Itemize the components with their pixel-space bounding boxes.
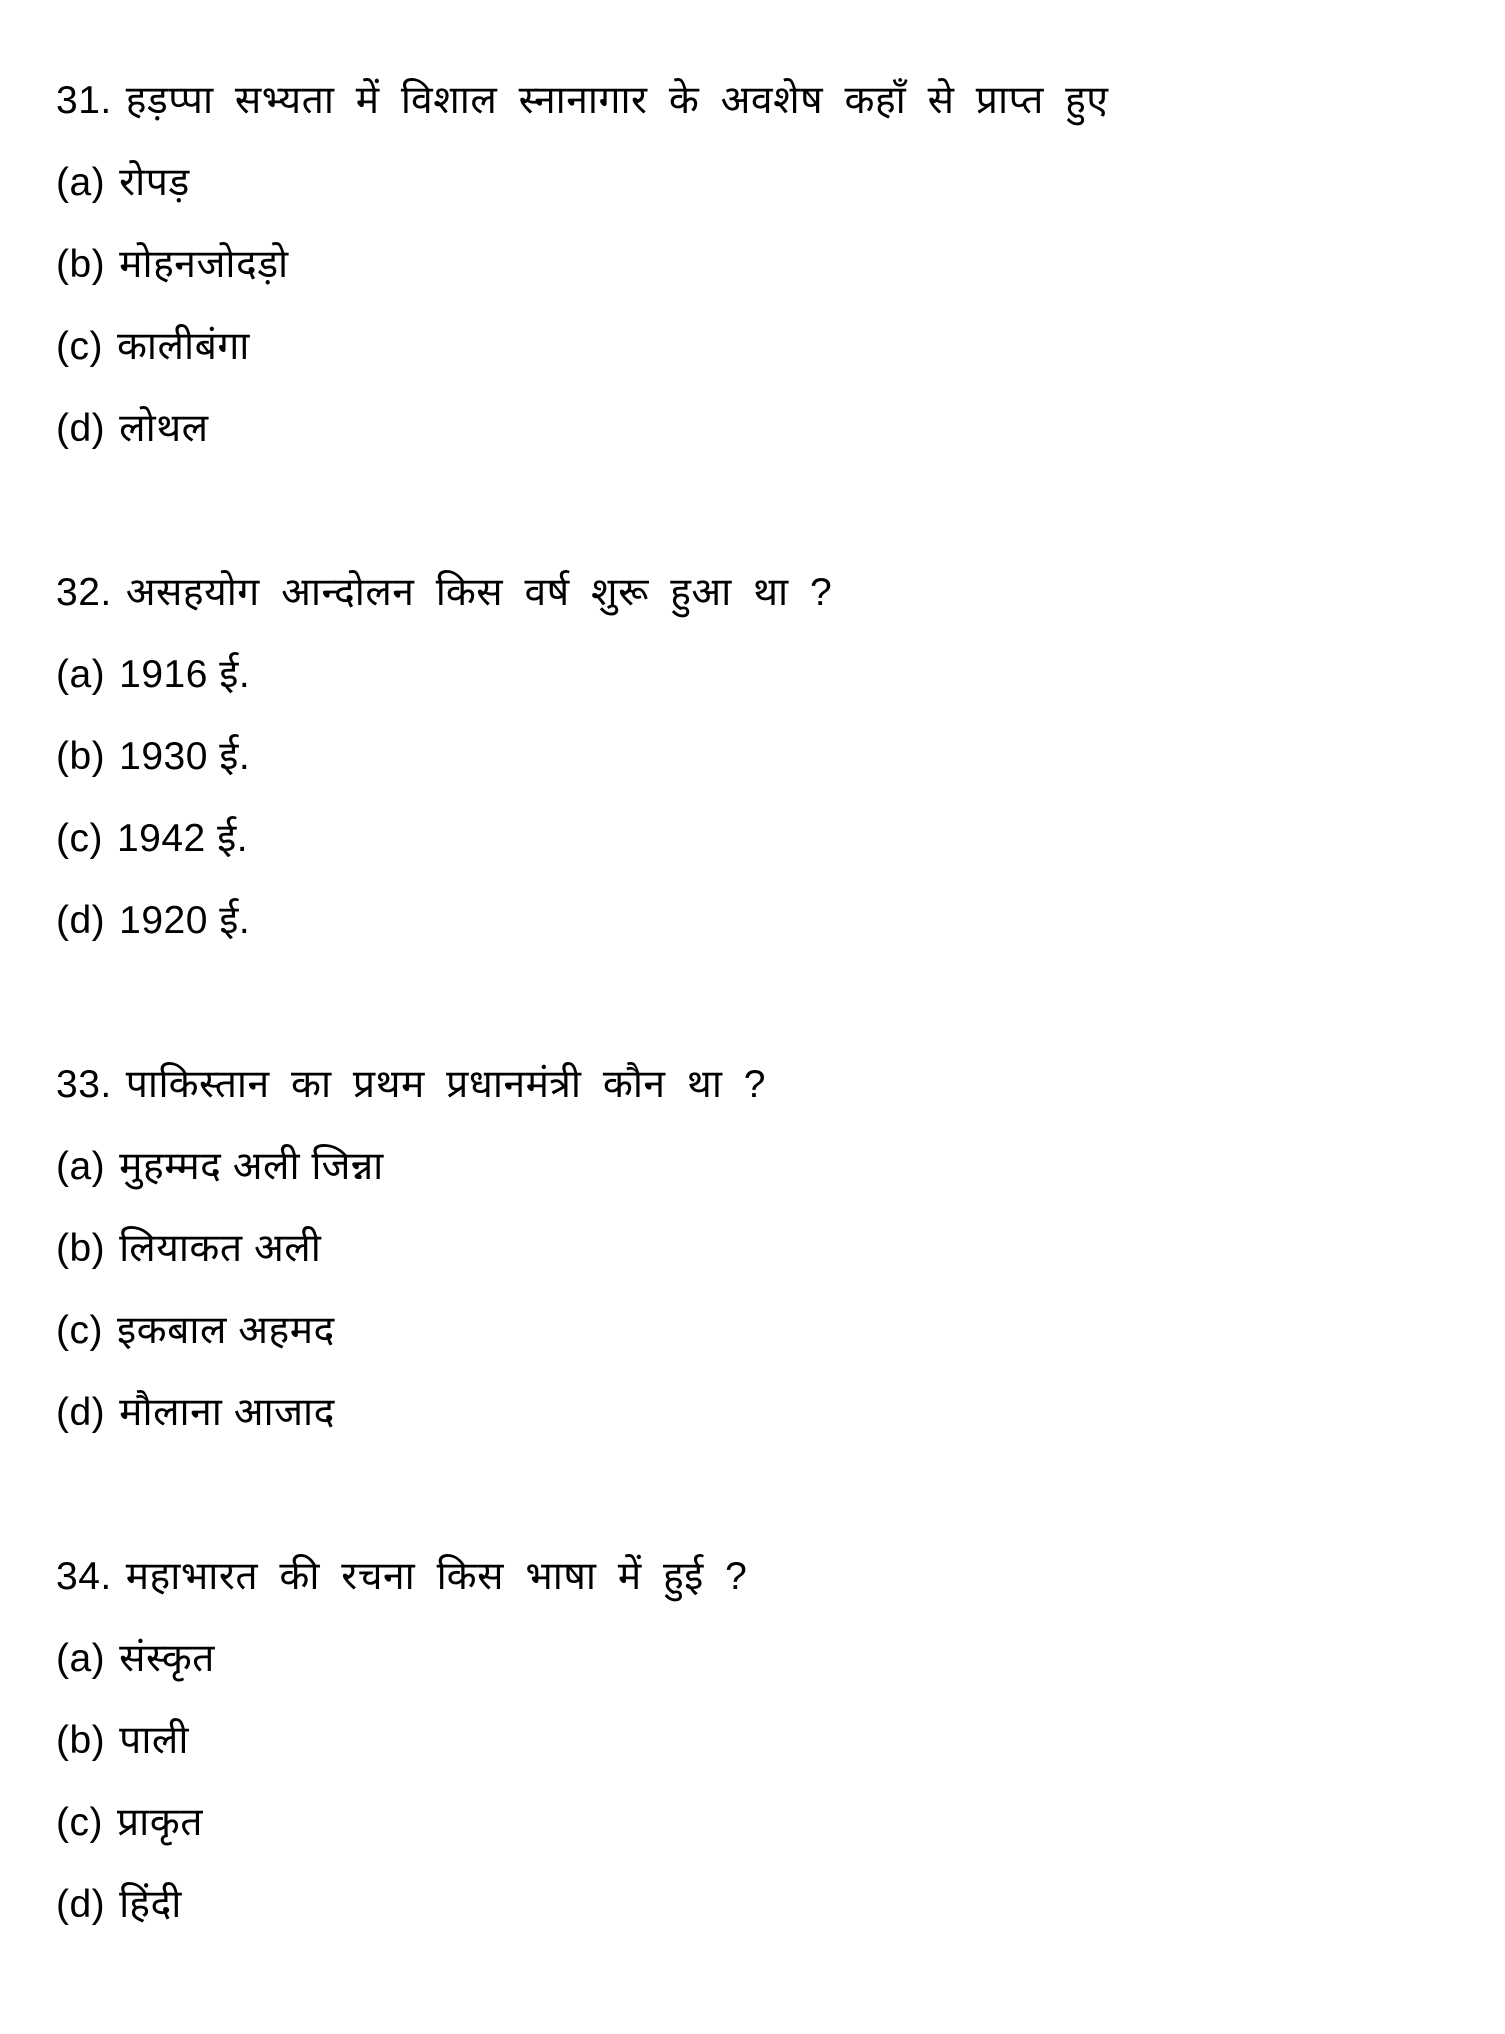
question-body: महाभारत की रचना किस भाषा में हुई ? [125, 1555, 748, 1598]
option-text: इकबाल अहमद [116, 1309, 335, 1352]
option-text: रोपड़ [119, 161, 190, 204]
option-text: प्राकृत [116, 1801, 203, 1844]
option-label: (a) [56, 1637, 106, 1680]
option [56, 1798, 203, 1848]
option [56, 1142, 384, 1192]
option-label: (b) [56, 1719, 106, 1762]
question-body: हड़प्पा सभ्यता में विशाल स्नानागार के अवशेष कहाँ से प्राप्त हुए [125, 79, 1109, 122]
option [56, 1634, 215, 1684]
question-text [56, 76, 1108, 126]
option-text: 1942 ई. [116, 817, 249, 860]
option-label: (a) [56, 1145, 106, 1188]
option-text: पाली [119, 1719, 189, 1762]
option [56, 1388, 335, 1438]
option [56, 404, 209, 454]
option-label: (a) [56, 161, 106, 204]
question-text [56, 1552, 747, 1602]
option-text: 1930 ई. [119, 735, 251, 778]
option-label: (b) [56, 243, 106, 286]
option-text: संस्कृत [119, 1637, 215, 1680]
question-text [56, 568, 832, 618]
option-text: कालीबंगा [116, 325, 250, 368]
option-label: (d) [56, 1391, 106, 1434]
option-label: (c) [56, 325, 103, 368]
option-label: (b) [56, 1227, 106, 1270]
option-label: (d) [56, 407, 106, 450]
option-text: मुहम्मद अली जिन्ना [119, 1145, 384, 1188]
question-text [56, 1060, 766, 1110]
option-label: (c) [56, 817, 103, 860]
option-label: (c) [56, 1801, 103, 1844]
option [56, 1306, 335, 1356]
question-number: 31. [56, 79, 112, 122]
option-text: मोहनजोदड़ो [119, 243, 289, 286]
question-number: 33. [56, 1063, 112, 1106]
option [56, 240, 289, 290]
option [56, 896, 250, 946]
option [56, 1880, 182, 1930]
option [56, 322, 250, 372]
option-text: हिंदी [119, 1883, 182, 1926]
question-body: असहयोग आन्दोलन किस वर्ष शुरू हुआ था ? [125, 571, 833, 614]
option [56, 158, 190, 208]
option-text: लियाकत अली [119, 1227, 322, 1270]
option-text: मौलाना आजाद [119, 1391, 335, 1434]
option-text: 1916 ई. [119, 653, 251, 696]
option [56, 732, 250, 782]
option [56, 814, 248, 864]
question-number: 32. [56, 571, 112, 614]
option-label: (b) [56, 735, 106, 778]
option [56, 650, 250, 700]
question-number: 34. [56, 1555, 112, 1598]
option-label: (c) [56, 1309, 103, 1352]
option-text: 1920 ई. [119, 899, 251, 942]
option-label: (d) [56, 899, 106, 942]
option-label: (d) [56, 1883, 106, 1926]
question-body: पाकिस्तान का प्रथम प्रधानमंत्री कौन था ? [125, 1063, 766, 1106]
option [56, 1716, 189, 1766]
option-label: (a) [56, 653, 106, 696]
option [56, 1224, 321, 1274]
option-text: लोथल [119, 407, 209, 450]
